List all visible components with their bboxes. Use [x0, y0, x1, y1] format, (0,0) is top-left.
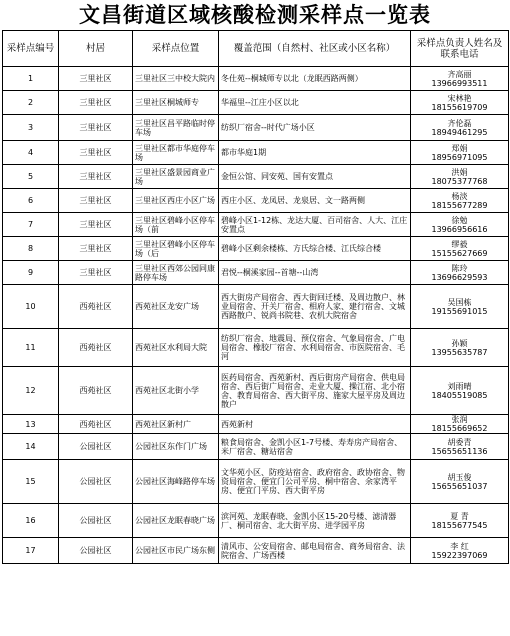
person-phone: 13696629593	[431, 272, 488, 282]
row-village: 三里社区	[59, 165, 133, 189]
header-row	[3, 31, 509, 67]
row-number: 6	[3, 189, 59, 213]
row-village: 公园社区	[59, 434, 133, 460]
row-village: 三里社区	[59, 141, 133, 165]
table-row	[3, 504, 509, 538]
row-person	[411, 329, 509, 367]
row-village: 三里社区	[59, 67, 133, 91]
row-coverage: 都市华庭1期	[219, 141, 411, 165]
person-name: 郑娟	[451, 143, 468, 153]
row-number: 7	[3, 213, 59, 237]
person-name: 胡委青	[447, 437, 472, 447]
row-location: 西苑社区新村广	[133, 415, 219, 434]
row-location: 公园社区龙眠春晓广场	[133, 504, 219, 538]
row-number: 14	[3, 434, 59, 460]
row-coverage: 君悦--桐溪家园--首塘--山湾	[219, 261, 411, 285]
row-coverage: 医药局宿舍、西苑新村、西后街房产局宿舍、供电局宿舍、西后街广局宿舍、走业大厦、操江宿、北小宿舍、教育局宿舍、西大街平房、施家大屋平房及周边散户	[219, 367, 411, 415]
row-person	[411, 165, 509, 189]
person-phone: 15655651136	[431, 446, 488, 456]
row-village: 三里社区	[59, 261, 133, 285]
row-number: 2	[3, 91, 59, 115]
row-person	[411, 367, 509, 415]
row-location: 西苑社区北街小学	[133, 367, 219, 415]
header-village: 村居	[59, 31, 133, 67]
header-location: 采样点位置	[133, 31, 219, 67]
person-name: 徐勉	[451, 215, 468, 225]
person-name: 齐伦磊	[447, 118, 472, 128]
row-village: 三里社区	[59, 189, 133, 213]
table-row	[3, 237, 509, 261]
row-location: 三里社区昌平路临时停车场	[133, 115, 219, 141]
person-name: 张润	[451, 415, 468, 424]
person-name: 夏 青	[450, 511, 469, 521]
row-village: 三里社区	[59, 91, 133, 115]
table-row	[3, 415, 509, 434]
row-number: 11	[3, 329, 59, 367]
person-name: 齐高丽	[447, 69, 472, 79]
sampling-table	[2, 30, 509, 564]
person-phone: 15655651037	[431, 481, 488, 491]
person-phone: 19155691015	[431, 306, 488, 316]
person-phone: 18075377768	[431, 176, 488, 186]
row-coverage: 清风市、公安局宿舍、邮电局宿舍、商务局宿舍、法院宿舍、广场西楼	[219, 538, 411, 564]
row-location: 三里社区西郊公园同康路停车场	[133, 261, 219, 285]
header-no: 采样点编号	[3, 31, 59, 67]
row-coverage: 纺织厂宿舍、地震局、预仪宿舍、气象局宿舍、广电局宿舍、橡胶厂宿舍、水利局宿舍、市医院宿舍、毛河	[219, 329, 411, 367]
row-person	[411, 538, 509, 564]
person-name: 吴国栋	[447, 297, 472, 307]
table-row	[3, 67, 509, 91]
row-coverage: 文华苑小区、防疫站宿舍、政府宿舍、政协宿舍、物资局宿舍、便宜门公司平房、桐中宿舍、余家湾平房、便宜门平房、西大街平房	[219, 460, 411, 504]
row-location: 三里社区西庄小区广场	[133, 189, 219, 213]
row-location: 三里社区都市华庭停车场	[133, 141, 219, 165]
row-village: 三里社区	[59, 213, 133, 237]
person-phone: 15922397069	[431, 550, 488, 560]
row-number: 9	[3, 261, 59, 285]
row-location: 西苑社区龙安广场	[133, 285, 219, 329]
row-number: 4	[3, 141, 59, 165]
row-village: 三里社区	[59, 115, 133, 141]
row-village: 西苑社区	[59, 285, 133, 329]
row-location: 三里社区盛景园商业广场	[133, 165, 219, 189]
row-village: 公园社区	[59, 460, 133, 504]
person-phone: 15155627669	[431, 248, 488, 258]
row-number: 8	[3, 237, 59, 261]
row-coverage: 金恒公馆、同安苑、国有安置点	[219, 165, 411, 189]
table-row	[3, 141, 509, 165]
person-name: 杨淡	[451, 191, 468, 201]
row-person	[411, 261, 509, 285]
row-person	[411, 285, 509, 329]
table-row	[3, 434, 509, 460]
person-name: 宋林艳	[447, 93, 472, 103]
person-name: 李 红	[450, 541, 469, 551]
table-row	[3, 460, 509, 504]
person-name: 缪毅	[451, 239, 468, 249]
row-person	[411, 115, 509, 141]
row-number: 1	[3, 67, 59, 91]
row-location: 西苑社区水利局大院	[133, 329, 219, 367]
table-row	[3, 261, 509, 285]
row-village: 西苑社区	[59, 329, 133, 367]
table-row	[3, 165, 509, 189]
row-number: 10	[3, 285, 59, 329]
person-phone: 13955635787	[431, 347, 488, 357]
row-coverage: 碧峰小区剩余楼栋、方氏综合楼、江氏综合楼	[219, 237, 411, 261]
row-coverage: 华福里--江庄小区以北	[219, 91, 411, 115]
header-person: 采样点负责人姓名及联系电话	[411, 31, 509, 67]
person-phone: 13966993511	[431, 78, 488, 88]
row-person	[411, 415, 509, 434]
person-phone: 18956971095	[431, 152, 488, 162]
row-number: 12	[3, 367, 59, 415]
row-person	[411, 67, 509, 91]
row-coverage: 粮食局宿舍、金凯小区1-7号楼、寿寿房产局宿舍、米厂宿舍、糖站宿舍	[219, 434, 411, 460]
person-phone: 18155677545	[431, 520, 488, 530]
row-coverage: 冬仕苑--桐城师专以北（龙眠西路两侧）	[219, 67, 411, 91]
person-phone: 18155677289	[431, 200, 488, 210]
row-person	[411, 213, 509, 237]
table-row	[3, 329, 509, 367]
row-person	[411, 189, 509, 213]
row-location: 三里社区碧峰小区停车场（前	[133, 213, 219, 237]
row-person	[411, 460, 509, 504]
row-coverage: 纺织厂宿舍--时代广场小区	[219, 115, 411, 141]
person-phone: 18405519085	[431, 390, 488, 400]
row-location: 三里社区碧峰小区停车场（后	[133, 237, 219, 261]
row-location: 公园社区海峰路停车场	[133, 460, 219, 504]
row-person	[411, 237, 509, 261]
row-coverage: 西大街房产局宿舍、西大街回迁楼、及周边散户、林业局宿舍、开关厂宿舍、相府人家、建行宿舍、文城西路散户、锐尚书院巷、农机大院宿舍	[219, 285, 411, 329]
row-coverage: 碧峰小区1-12栋、龙达大厦、百司宿舍、人大、江庄安置点	[219, 213, 411, 237]
row-number: 5	[3, 165, 59, 189]
table-row	[3, 367, 509, 415]
row-village: 西苑社区	[59, 415, 133, 434]
row-coverage: 滨河苑、龙眠春晓、金凯小区15-20号楼、滤清器厂、桐司宿舍、北大街平房、进学园平房	[219, 504, 411, 538]
person-phone: 18155619709	[431, 102, 488, 112]
row-person	[411, 504, 509, 538]
row-number: 16	[3, 504, 59, 538]
row-village: 西苑社区	[59, 367, 133, 415]
row-location: 公园社区东作门广场	[133, 434, 219, 460]
person-name: 陈玲	[451, 263, 468, 273]
row-village: 公园社区	[59, 538, 133, 564]
row-number: 17	[3, 538, 59, 564]
header-coverage: 覆盖范围（自然村、社区或小区名称）	[219, 31, 411, 67]
person-name: 洪娟	[451, 167, 468, 177]
person-phone: 13966956616	[431, 224, 488, 234]
row-person	[411, 91, 509, 115]
row-number: 15	[3, 460, 59, 504]
page-title: 文昌街道区域核酸检测采样点一览表	[79, 2, 431, 27]
person-phone: 18949461295	[431, 127, 488, 137]
person-name: 孙颖	[451, 338, 468, 348]
person-phone: 18155669652	[431, 424, 488, 433]
person-name: 刘雨晴	[447, 381, 472, 391]
row-person	[411, 434, 509, 460]
row-number: 13	[3, 415, 59, 434]
row-person	[411, 141, 509, 165]
row-location: 三里社区三中校大院内	[133, 67, 219, 91]
row-number: 3	[3, 115, 59, 141]
row-village: 三里社区	[59, 237, 133, 261]
table-row	[3, 91, 509, 115]
table-row	[3, 538, 509, 564]
row-location: 三里社区桐城师专	[133, 91, 219, 115]
table-row	[3, 285, 509, 329]
row-location: 公园社区市民广场东侧	[133, 538, 219, 564]
row-coverage: 西苑新村	[219, 415, 411, 434]
person-name: 胡玉俊	[447, 472, 472, 482]
table-row	[3, 213, 509, 237]
table-row	[3, 189, 509, 213]
row-village: 公园社区	[59, 504, 133, 538]
row-coverage: 西庄小区、龙凤居、龙泉居、文一路两侧	[219, 189, 411, 213]
table-row	[3, 115, 509, 141]
